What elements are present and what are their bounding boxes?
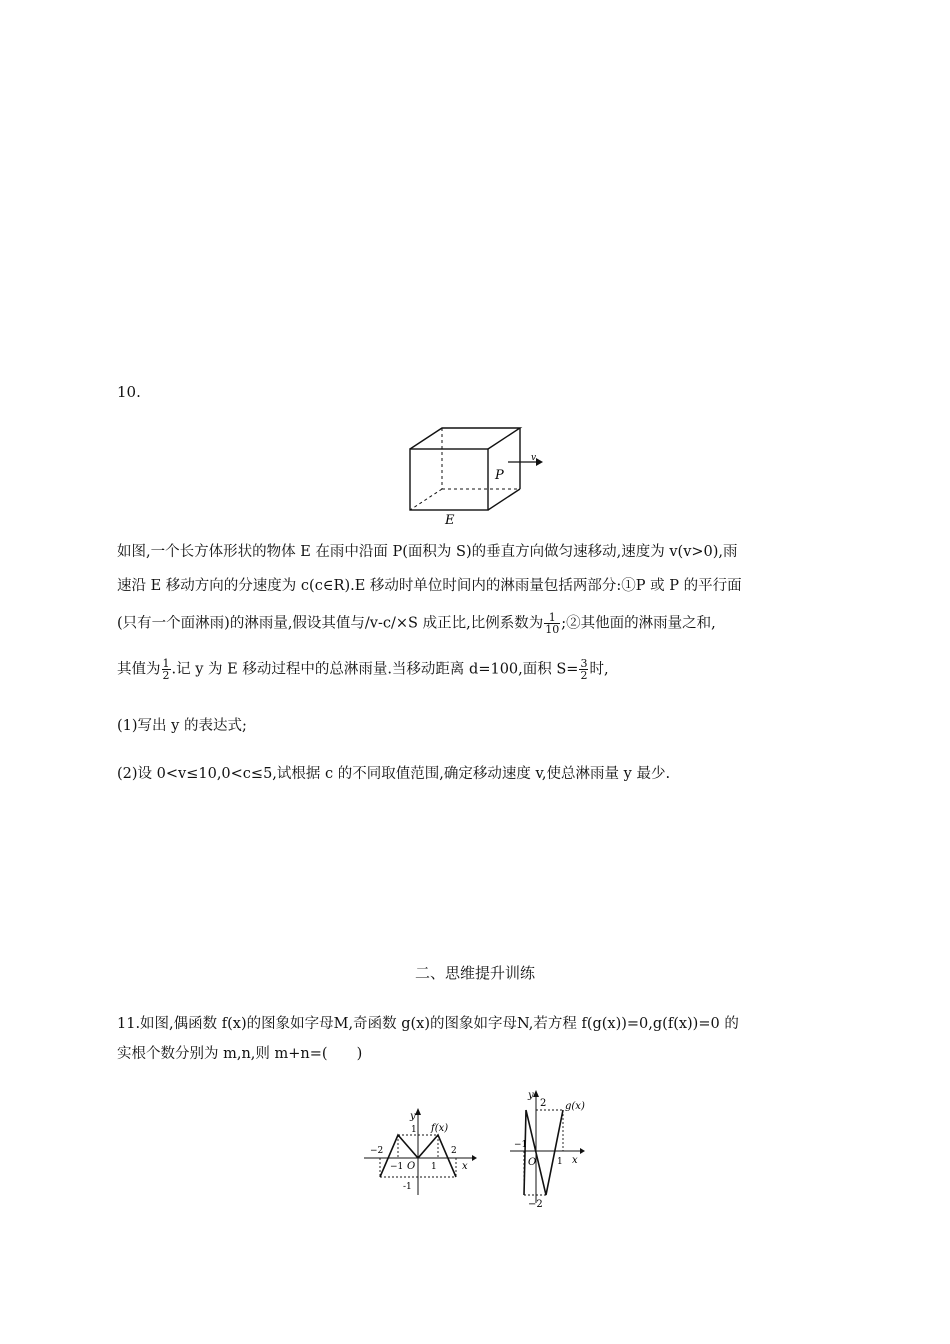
- svg-text:x: x: [572, 1155, 578, 1166]
- section-title: 二、思维提升训练: [414, 964, 535, 982]
- svg-text:1: 1: [431, 1162, 437, 1172]
- svg-text:−2: −2: [528, 1199, 543, 1210]
- cuboid-front-face: [410, 449, 488, 510]
- q10-sub-question-2: (2)设 0<v≤10,0<c≤5,试根据 c 的不同取值范围,确定移动速度 v,使总淋雨量 y 最少.: [117, 766, 671, 782]
- fraction-three-halves: $\frac{3}{2}$: [580, 657, 588, 682]
- svg-text:x: x: [462, 1161, 468, 1172]
- svg-text:O: O: [528, 1157, 537, 1168]
- graph-g: [508, 1085, 598, 1210]
- label-v: v: [531, 453, 537, 463]
- fraction-one-half: $\frac{1}{2}$: [162, 657, 170, 682]
- svg-text:2: 2: [540, 1098, 547, 1109]
- q11-line-2: 实根个数分别为 m,n,则 m+n=( ): [117, 1046, 363, 1062]
- cuboid-top-face: [410, 428, 520, 449]
- q10-paragraph-line-2: 速沿 E 移动方向的分速度为 c(c∈R).E 移动时单位时间内的淋雨量包括两部分:①P 或 P 的平行面: [117, 578, 742, 594]
- q10-sub-question-1: (1)写出 y 的表达式;: [117, 718, 247, 734]
- svg-text:−1: −1: [514, 1140, 528, 1150]
- svg-text:1: 1: [557, 1157, 563, 1167]
- svg-text:-1: -1: [403, 1182, 412, 1192]
- svg-text:−1: −1: [390, 1162, 404, 1172]
- fraction-one-tenth: $\frac{1}{10}$: [545, 611, 560, 636]
- q10-paragraph-line-4: 其值为 $\frac{1}{2}$ .记 y 为 E 移动过程中的总淋雨量.当移动距离 d=100,面积 S= $\frac{3}{2}$ 时,: [117, 657, 609, 682]
- svg-text:y: y: [410, 1111, 416, 1122]
- question-10-number: 10.: [117, 383, 141, 401]
- g-curve: [524, 1110, 563, 1195]
- cuboid-figure: [400, 420, 560, 530]
- q10-paragraph-line-1: 如图,一个长方体形状的物体 E 在雨中沿面 P(面积为 S)的垂直方向做匀速移动,速度为 v(v>0),雨: [117, 544, 738, 560]
- svg-text:g(x): g(x): [565, 1101, 585, 1112]
- svg-text:f(x): f(x): [431, 1123, 449, 1134]
- svg-text:O: O: [407, 1161, 416, 1172]
- label-P: P: [495, 468, 504, 483]
- graph-f: [360, 1105, 480, 1200]
- q10-paragraph-line-3: (只有一个面淋雨)的淋雨量,假设其值与/v-c/×S 成正比,比例系数为 $\frac{1}{10}$ ;②其他面的淋雨量之和,: [117, 611, 716, 636]
- svg-text:y: y: [528, 1090, 534, 1101]
- svg-text:1: 1: [411, 1125, 417, 1135]
- label-E: E: [445, 513, 455, 528]
- svg-text:2: 2: [451, 1146, 457, 1156]
- velocity-arrowhead: [536, 458, 543, 466]
- q11-line-1: 11.如图,偶函数 f(x)的图象如字母M,奇函数 g(x)的图象如字母N,若方程 f(g(x))=0,g(f(x))=0 的: [117, 1016, 739, 1032]
- svg-text:−2: −2: [370, 1146, 384, 1156]
